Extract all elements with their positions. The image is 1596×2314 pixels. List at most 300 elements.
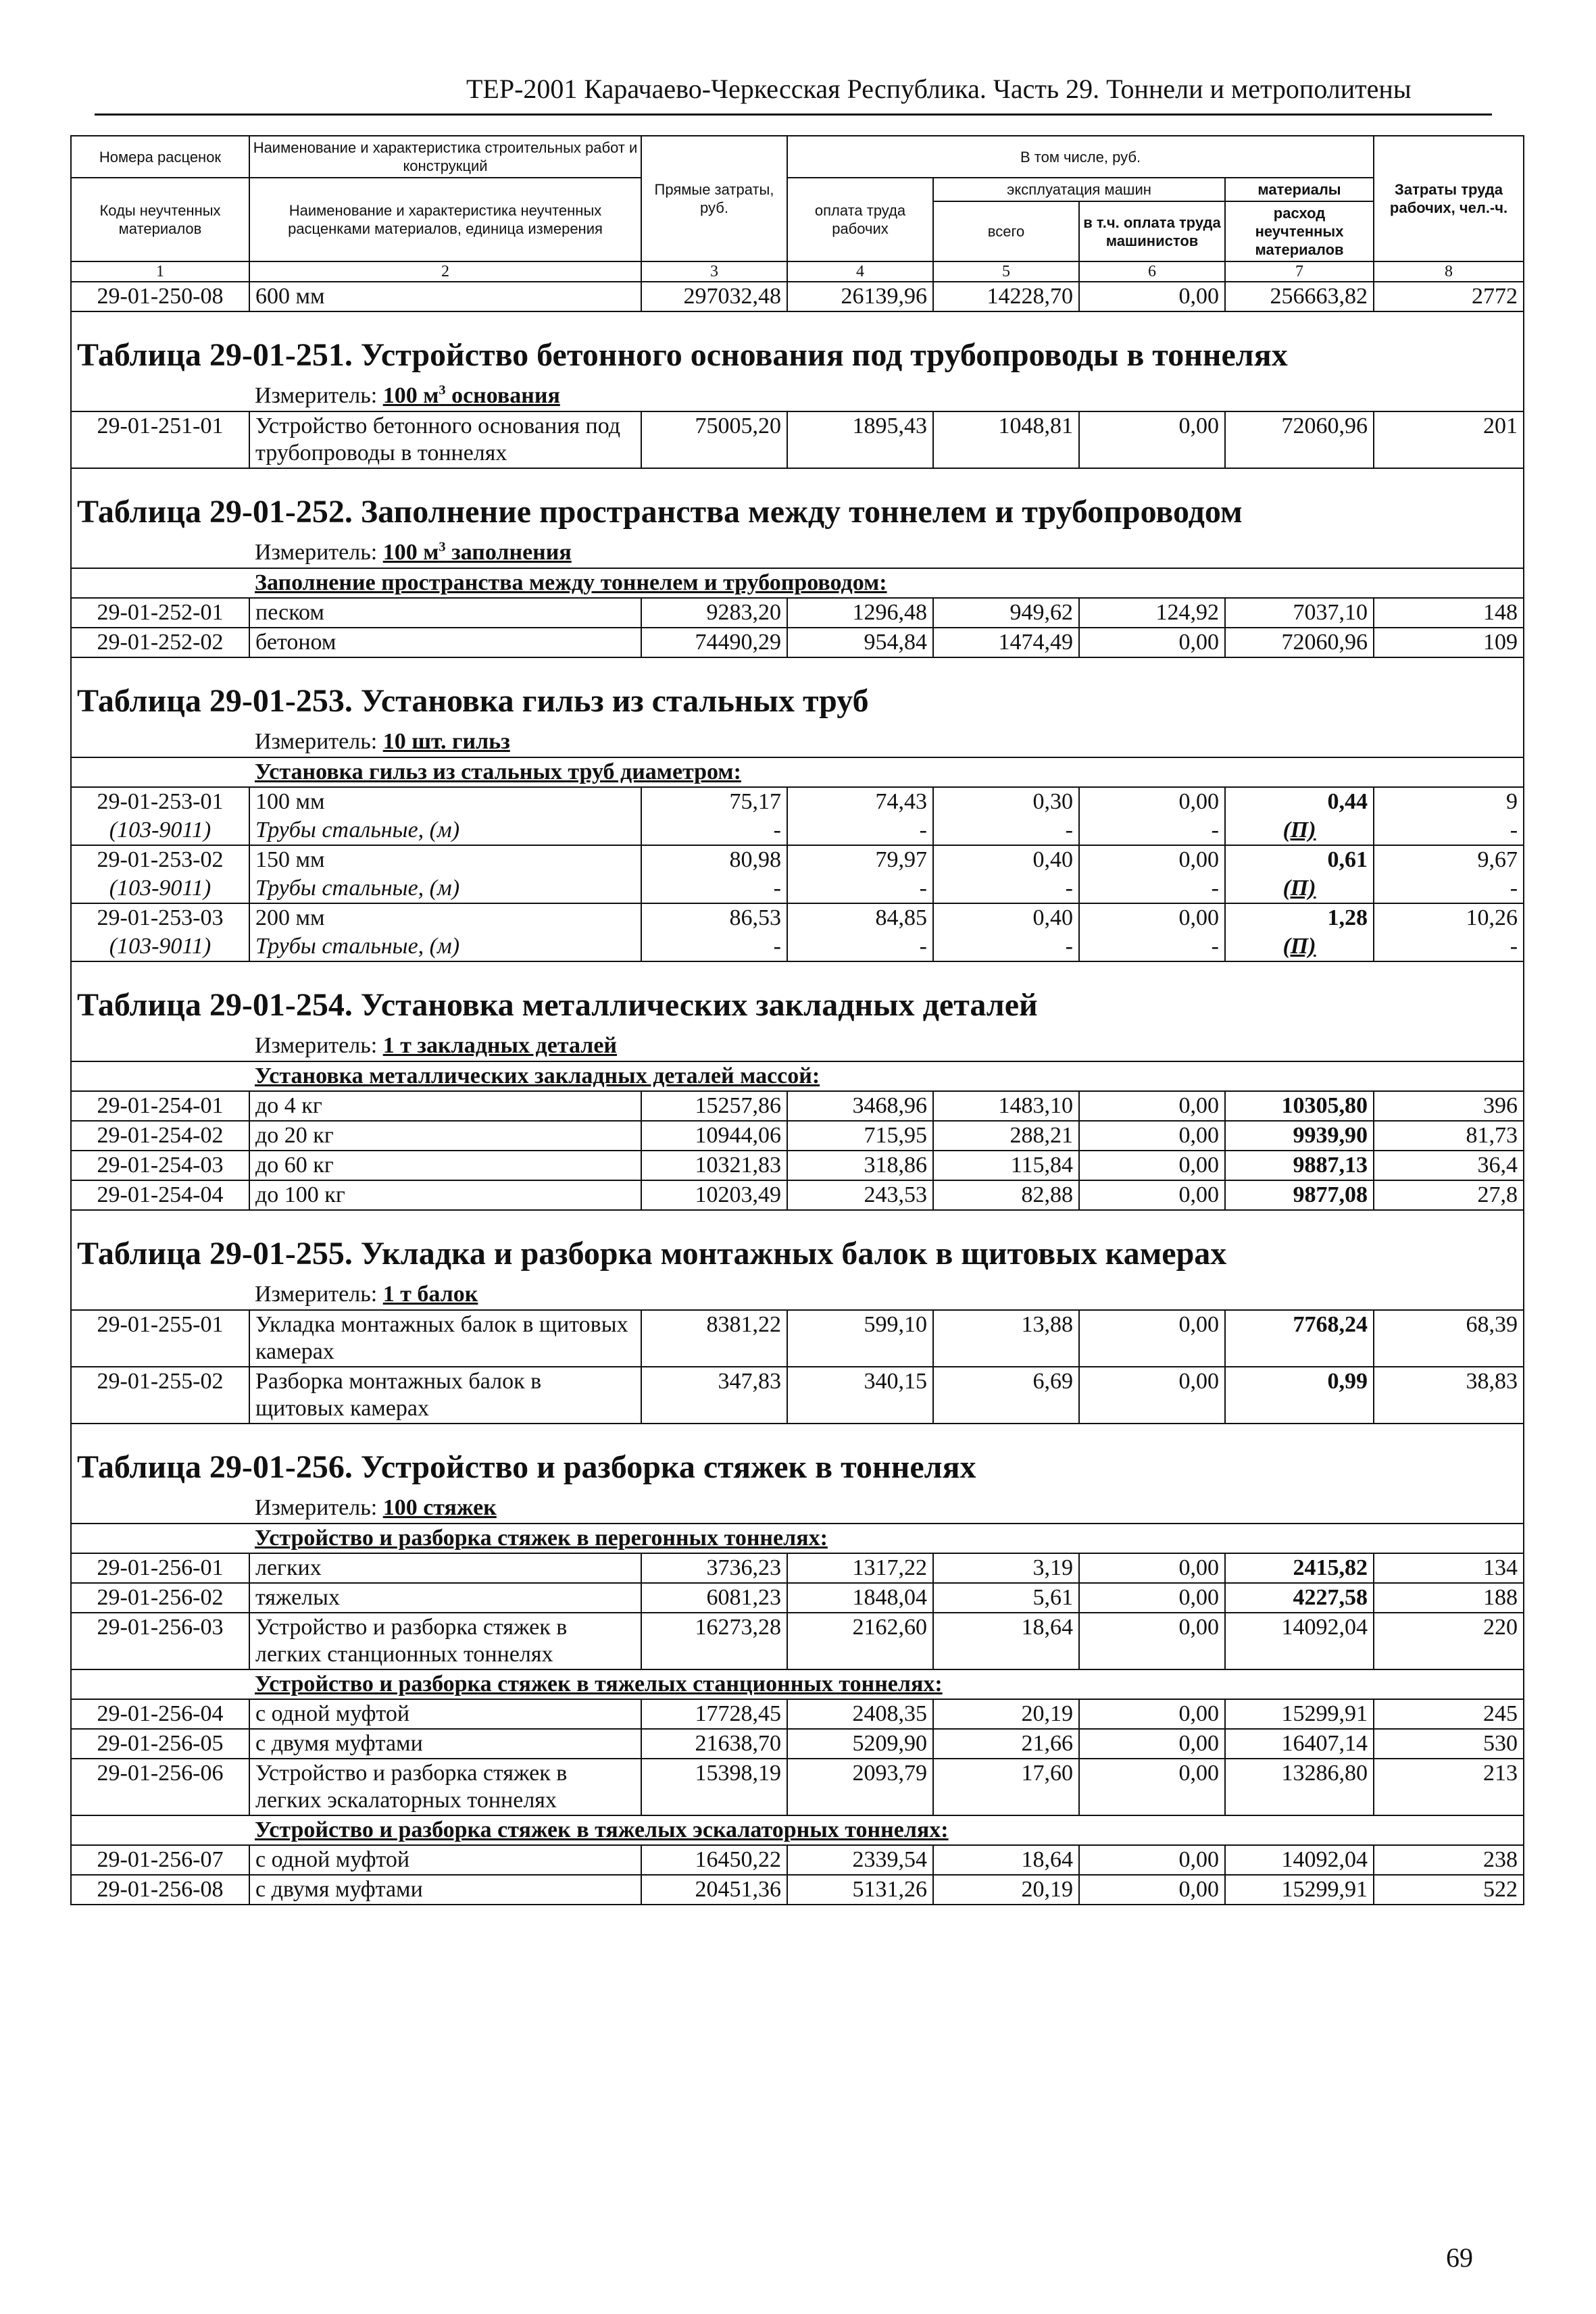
- rate-c8: 27,8: [1374, 1180, 1524, 1210]
- head-incl: В том числе, руб.: [787, 136, 1374, 178]
- rate-c3: 80,98: [641, 845, 787, 874]
- col-number: 5: [933, 261, 1079, 282]
- col-number: 3: [641, 261, 787, 282]
- rate-c7: 16407,14: [1225, 1729, 1374, 1759]
- rate-c3: 15398,19: [641, 1759, 787, 1815]
- material-dash: -: [1374, 816, 1524, 845]
- rate-c4: 340,15: [787, 1367, 933, 1424]
- rate-name: 100 мм: [249, 787, 641, 816]
- rate-code: 29-01-250-08: [71, 282, 249, 311]
- rate-c3: 86,53: [641, 903, 787, 932]
- rate-c5: 1474,49: [933, 628, 1079, 657]
- rate-c6: 0,00: [1079, 845, 1225, 874]
- rate-c4: 1895,43: [787, 411, 933, 468]
- rate-c4: 1848,04: [787, 1583, 933, 1613]
- rate-name: до 4 кг: [249, 1091, 641, 1121]
- group-heading-row: [71, 1061, 1524, 1091]
- rate-c5: 17,60: [933, 1759, 1079, 1815]
- price-table: [70, 135, 1524, 1905]
- group-heading-row: [71, 1524, 1524, 1553]
- head-col5: всего: [933, 201, 1079, 261]
- measure-spacer: [71, 1030, 249, 1061]
- rate-row: [71, 1875, 1524, 1905]
- rate-c5: 82,88: [933, 1180, 1079, 1210]
- rate-name: Разборка монтажных балок в щитовых камерах: [249, 1367, 641, 1424]
- rate-c5: 115,84: [933, 1151, 1079, 1180]
- material-code: (103-9011): [71, 932, 249, 961]
- measure-spacer: [71, 536, 249, 568]
- rate-code: 29-01-253-02: [71, 845, 249, 874]
- head-col3: Прямые затраты, руб.: [641, 136, 787, 261]
- rate-row: [71, 1151, 1524, 1180]
- rate-c7: 1,28: [1225, 903, 1374, 932]
- rate-row: [71, 628, 1524, 657]
- table-title: Таблица 29-01-252. Заполнение пространства между тоннелем и трубопроводом: [71, 468, 1524, 536]
- rate-c4: 715,95: [787, 1121, 933, 1151]
- measure-row: [71, 1278, 1524, 1310]
- rate-code: 29-01-253-03: [71, 903, 249, 932]
- rate-row: [71, 787, 1524, 816]
- material-dash: -: [933, 816, 1079, 845]
- measure-superscript: 3: [439, 539, 446, 555]
- rate-c5: 18,64: [933, 1613, 1079, 1669]
- rate-c5: 949,62: [933, 598, 1079, 628]
- measure-value-main: 1 т балок: [382, 1282, 478, 1307]
- rate-c7: 72060,96: [1225, 628, 1374, 657]
- rate-c3: 15257,86: [641, 1091, 787, 1121]
- head-col1-bottom: Коды неучтенных материалов: [71, 178, 249, 261]
- measure-value: [383, 383, 560, 408]
- rate-code: 29-01-254-04: [71, 1180, 249, 1210]
- material-dash: -: [1374, 874, 1524, 903]
- rate-code: 29-01-252-01: [71, 598, 249, 628]
- rate-c3: 16273,28: [641, 1613, 787, 1669]
- rate-c3: 347,83: [641, 1367, 787, 1424]
- rate-name: легких: [249, 1553, 641, 1583]
- table-title: Таблица 29-01-255. Укладка и разборка монтажных балок в щитовых камерах: [71, 1210, 1524, 1278]
- rate-c8: 220: [1374, 1613, 1524, 1669]
- rate-name: с одной муфтой: [249, 1699, 641, 1729]
- group-heading: [249, 568, 1524, 598]
- material-dash: -: [1079, 816, 1225, 845]
- rate-c3: 75005,20: [641, 411, 787, 468]
- measure-value: [383, 1495, 497, 1520]
- rate-code: 29-01-254-01: [71, 1091, 249, 1121]
- rate-c3: 6081,23: [641, 1583, 787, 1613]
- head-machines: эксплуатация машин: [933, 178, 1225, 201]
- material-consumption: (П): [1225, 932, 1374, 961]
- rate-row: [71, 845, 1524, 874]
- measure-spacer: [71, 1492, 249, 1524]
- material-code: (103-9011): [71, 874, 249, 903]
- rate-c3: 3736,23: [641, 1553, 787, 1583]
- rate-c3: 17728,45: [641, 1699, 787, 1729]
- rate-c6: 0,00: [1079, 1699, 1225, 1729]
- rate-c7: 4227,58: [1225, 1583, 1374, 1613]
- rate-c3: 21638,70: [641, 1729, 787, 1759]
- group-heading: [249, 757, 1524, 787]
- rate-c5: 3,19: [933, 1553, 1079, 1583]
- rate-row: [71, 1583, 1524, 1613]
- rate-code: 29-01-256-07: [71, 1845, 249, 1875]
- rate-c4: 318,86: [787, 1151, 933, 1180]
- rate-c5: 0,40: [933, 903, 1079, 932]
- rate-c8: 9,67: [1374, 845, 1524, 874]
- head-col7: расход неучтенных материалов: [1225, 201, 1374, 261]
- material-dash: -: [787, 932, 933, 961]
- material-dash: -: [641, 932, 787, 961]
- table-title-row: [71, 657, 1524, 726]
- rate-c8: 134: [1374, 1553, 1524, 1583]
- measure-value-main: 1 т закладных деталей: [382, 1033, 618, 1058]
- material-dash: -: [1079, 874, 1225, 903]
- measure-label: Измеритель:: [255, 1495, 378, 1520]
- rate-c5: 5,61: [933, 1583, 1079, 1613]
- rate-code: 29-01-256-04: [71, 1699, 249, 1729]
- rate-c6: 0,00: [1079, 411, 1225, 468]
- measure-unit: [249, 1030, 1524, 1061]
- group-heading-text: Установка металлических закладных деталей массой:: [255, 1063, 820, 1088]
- rate-c8: 2772: [1374, 282, 1524, 311]
- rate-c6: 0,00: [1079, 787, 1225, 816]
- head-col2-top: Наименование и характеристика строительных работ и конструкций: [249, 136, 641, 178]
- group-spacer: [71, 1815, 249, 1845]
- rate-c5: 1048,81: [933, 411, 1079, 468]
- table-title: Таблица 29-01-253. Установка гильз из стальных труб: [71, 657, 1524, 726]
- rate-c7: 7037,10: [1225, 598, 1374, 628]
- rate-code: 29-01-256-06: [71, 1759, 249, 1815]
- rate-c7: 15299,91: [1225, 1875, 1374, 1905]
- rate-c8: 530: [1374, 1729, 1524, 1759]
- head-materials: материалы: [1225, 178, 1374, 201]
- rate-c4: 2093,79: [787, 1759, 933, 1815]
- rate-name: до 60 кг: [249, 1151, 641, 1180]
- rate-c4: 599,10: [787, 1310, 933, 1367]
- rate-name: бетоном: [249, 628, 641, 657]
- group-spacer: [71, 1061, 249, 1091]
- measure-unit: [249, 1492, 1524, 1524]
- group-spacer: [71, 757, 249, 787]
- measure-value-rest: основания: [445, 383, 560, 408]
- rate-name: Устройство и разборка стяжек в легких эскалаторных тоннелях: [249, 1759, 641, 1815]
- rate-name: Укладка монтажных балок в щитовых камерах: [249, 1310, 641, 1367]
- group-heading: [249, 1815, 1524, 1845]
- rate-c8: 38,83: [1374, 1367, 1524, 1424]
- rate-c5: 13,88: [933, 1310, 1079, 1367]
- measure-value: [383, 729, 510, 754]
- rate-row: [71, 1729, 1524, 1759]
- rate-c6: 0,00: [1079, 1875, 1225, 1905]
- rate-c7: 9887,13: [1225, 1151, 1374, 1180]
- group-spacer: [71, 568, 249, 598]
- rate-name: до 100 кг: [249, 1180, 641, 1210]
- group-heading-text: Установка гильз из стальных труб диаметром:: [255, 759, 741, 784]
- rate-name: с одной муфтой: [249, 1845, 641, 1875]
- group-heading-text: Устройство и разборка стяжек в перегонных тоннелях:: [255, 1526, 828, 1551]
- rate-c6: 0,00: [1079, 1613, 1225, 1669]
- head-col8: Затраты труда рабочих, чел.-ч.: [1374, 136, 1524, 261]
- rate-c5: 0,40: [933, 845, 1079, 874]
- measure-unit: [249, 380, 1524, 411]
- rate-code: 29-01-256-03: [71, 1613, 249, 1669]
- rate-row: [71, 1759, 1524, 1815]
- rate-c6: 0,00: [1079, 1583, 1225, 1613]
- measure-value-main: 100 стяжек: [382, 1495, 497, 1520]
- measure-label: Измеритель:: [255, 540, 378, 565]
- group-spacer: [71, 1524, 249, 1553]
- rate-code: 29-01-252-02: [71, 628, 249, 657]
- rate-c5: 18,64: [933, 1845, 1079, 1875]
- rate-c6: 0,00: [1079, 1310, 1225, 1367]
- rate-code: 29-01-253-01: [71, 787, 249, 816]
- rate-name: Устройство и разборка стяжек в легких станционных тоннелях: [249, 1613, 641, 1669]
- group-heading-text: Устройство и разборка стяжек в тяжелых эскалаторных тоннелях:: [255, 1817, 949, 1842]
- rate-row: [71, 1180, 1524, 1210]
- rate-c7: 14092,04: [1225, 1845, 1374, 1875]
- group-heading-row: [71, 757, 1524, 787]
- measure-superscript: 3: [439, 382, 446, 398]
- rate-c3: 8381,22: [641, 1310, 787, 1367]
- group-heading-text: Заполнение пространства между тоннелем и трубопроводом:: [255, 570, 887, 595]
- rate-code: 29-01-256-08: [71, 1875, 249, 1905]
- rate-code: 29-01-255-01: [71, 1310, 249, 1367]
- rate-row: [71, 282, 1524, 311]
- head-col1-top: Номера расценок: [71, 136, 249, 178]
- rate-c6: 0,00: [1079, 1151, 1225, 1180]
- rate-c6: 0,00: [1079, 1180, 1225, 1210]
- head-col2-bottom: Наименование и характеристика неучтенных расценками материалов, единица измерения: [249, 178, 641, 261]
- rate-c7: 0,44: [1225, 787, 1374, 816]
- measure-unit: [249, 536, 1524, 568]
- rate-name: с двумя муфтами: [249, 1875, 641, 1905]
- group-heading-row: [71, 568, 1524, 598]
- rate-c8: 81,73: [1374, 1121, 1524, 1151]
- rate-c4: 2408,35: [787, 1699, 933, 1729]
- measure-label: Измеритель:: [255, 383, 378, 408]
- measure-value: [383, 540, 572, 565]
- rate-row: [71, 1367, 1524, 1424]
- measure-spacer: [71, 726, 249, 757]
- rate-c7: 0,61: [1225, 845, 1374, 874]
- material-name: Трубы стальные, (м): [249, 874, 641, 903]
- col-number: 6: [1079, 261, 1225, 282]
- material-dash: -: [787, 874, 933, 903]
- material-name: Трубы стальные, (м): [249, 932, 641, 961]
- rate-c6: 0,00: [1079, 1845, 1225, 1875]
- rate-name: 150 мм: [249, 845, 641, 874]
- rate-c8: 201: [1374, 411, 1524, 468]
- measure-row: [71, 380, 1524, 411]
- measure-value: [383, 1033, 617, 1058]
- rate-c7: 9939,90: [1225, 1121, 1374, 1151]
- material-consumption: (П): [1225, 874, 1374, 903]
- rate-name: до 20 кг: [249, 1121, 641, 1151]
- rate-c8: 148: [1374, 598, 1524, 628]
- measure-spacer: [71, 380, 249, 411]
- group-heading-text: Устройство и разборка стяжек в тяжелых станционных тоннелях:: [255, 1671, 943, 1696]
- rate-row: [71, 1310, 1524, 1367]
- rate-c7: 72060,96: [1225, 411, 1374, 468]
- rate-code: 29-01-256-05: [71, 1729, 249, 1759]
- rate-c3: 10944,06: [641, 1121, 787, 1151]
- measure-row: [71, 536, 1524, 568]
- rate-c3: 9283,20: [641, 598, 787, 628]
- measure-value-main: 10 шт. гильз: [382, 729, 510, 754]
- running-title: ТЕР-2001 Карачаево-Черкесская Республика. Часть 29. Тоннели и метрополитены: [466, 74, 1412, 104]
- rate-code: 29-01-254-02: [71, 1121, 249, 1151]
- rate-c7: 13286,80: [1225, 1759, 1374, 1815]
- rate-c3: 10203,49: [641, 1180, 787, 1210]
- rate-c8: 522: [1374, 1875, 1524, 1905]
- rate-c7: 7768,24: [1225, 1310, 1374, 1367]
- rate-c4: 26139,96: [787, 282, 933, 311]
- rate-name: 200 мм: [249, 903, 641, 932]
- rate-c8: 245: [1374, 1699, 1524, 1729]
- rate-c4: 3468,96: [787, 1091, 933, 1121]
- rate-c3: 74490,29: [641, 628, 787, 657]
- measure-label: Измеритель:: [255, 1282, 378, 1307]
- table-title-row: [71, 1424, 1524, 1492]
- rate-c3: 20451,36: [641, 1875, 787, 1905]
- rate-c7: 2415,82: [1225, 1553, 1374, 1583]
- group-heading-row: [71, 1815, 1524, 1845]
- head-col6: в т.ч. оплата труда машинистов: [1079, 201, 1225, 261]
- measure-unit: [249, 1278, 1524, 1310]
- rate-c5: 288,21: [933, 1121, 1079, 1151]
- measure-value: [383, 1282, 478, 1307]
- rate-c4: 5209,90: [787, 1729, 933, 1759]
- measure-spacer: [71, 1278, 249, 1310]
- col-number: 7: [1225, 261, 1374, 282]
- col-number: 1: [71, 261, 249, 282]
- rate-c5: 14228,70: [933, 282, 1079, 311]
- rate-c7: 256663,82: [1225, 282, 1374, 311]
- col-number: 4: [787, 261, 933, 282]
- rate-c4: 243,53: [787, 1180, 933, 1210]
- unaccounted-material-row: [71, 816, 1524, 845]
- rate-name: с двумя муфтами: [249, 1729, 641, 1759]
- page-number: 69: [1446, 2242, 1473, 2273]
- rate-c5: 20,19: [933, 1875, 1079, 1905]
- rate-code: 29-01-255-02: [71, 1367, 249, 1424]
- rate-c8: 68,39: [1374, 1310, 1524, 1367]
- col-number: 2: [249, 261, 641, 282]
- group-heading: [249, 1524, 1524, 1553]
- unaccounted-material-row: [71, 874, 1524, 903]
- material-dash: -: [1374, 932, 1524, 961]
- measure-value-main: 100 м: [382, 540, 439, 565]
- rate-c7: 15299,91: [1225, 1699, 1374, 1729]
- rate-c8: 213: [1374, 1759, 1524, 1815]
- measure-unit: [249, 726, 1524, 757]
- rate-c6: 0,00: [1079, 628, 1225, 657]
- price-table-sheet: [70, 135, 1523, 1905]
- rate-c6: 0,00: [1079, 282, 1225, 311]
- rate-row: [71, 1699, 1524, 1729]
- material-dash: -: [641, 874, 787, 903]
- rate-c7: 0,99: [1225, 1367, 1374, 1424]
- unaccounted-material-row: [71, 932, 1524, 961]
- header-rule: [95, 114, 1492, 116]
- rate-c4: 74,43: [787, 787, 933, 816]
- table-title: Таблица 29-01-254. Установка металлических закладных деталей: [71, 961, 1524, 1030]
- rate-c7: 14092,04: [1225, 1613, 1374, 1669]
- table-title-row: [71, 1210, 1524, 1278]
- rate-name: 600 мм: [249, 282, 641, 311]
- table-title: Таблица 29-01-251. Устройство бетонного основания под трубопроводы в тоннелях: [71, 311, 1524, 380]
- group-heading-row: [71, 1669, 1524, 1699]
- table-title: Таблица 29-01-256. Устройство и разборка стяжек в тоннелях: [71, 1424, 1524, 1492]
- rate-c8: 10,26: [1374, 903, 1524, 932]
- rate-c4: 2162,60: [787, 1613, 933, 1669]
- group-heading: [249, 1061, 1524, 1091]
- rate-c4: 954,84: [787, 628, 933, 657]
- rate-name: тяжелых: [249, 1583, 641, 1613]
- rate-c5: 6,69: [933, 1367, 1079, 1424]
- rate-code: 29-01-251-01: [71, 411, 249, 468]
- rate-c4: 84,85: [787, 903, 933, 932]
- rate-c8: 396: [1374, 1091, 1524, 1121]
- rate-c6: 0,00: [1079, 1121, 1225, 1151]
- rate-c3: 10321,83: [641, 1151, 787, 1180]
- measure-value-rest: заполнения: [445, 540, 572, 565]
- rate-code: 29-01-254-03: [71, 1151, 249, 1180]
- rate-c6: 124,92: [1079, 598, 1225, 628]
- rate-c3: 297032,48: [641, 282, 787, 311]
- rate-name: песком: [249, 598, 641, 628]
- material-consumption: (П): [1225, 816, 1374, 845]
- rate-c6: 0,00: [1079, 1091, 1225, 1121]
- group-spacer: [71, 1669, 249, 1699]
- rate-c4: 79,97: [787, 845, 933, 874]
- measure-row: [71, 1030, 1524, 1061]
- measure-row: [71, 1492, 1524, 1524]
- rate-c3: 75,17: [641, 787, 787, 816]
- rate-row: [71, 598, 1524, 628]
- rate-c6: 0,00: [1079, 1553, 1225, 1583]
- rate-c3: 16450,22: [641, 1845, 787, 1875]
- material-dash: -: [933, 874, 1079, 903]
- col-number: 8: [1374, 261, 1524, 282]
- rate-c5: 21,66: [933, 1729, 1079, 1759]
- measure-label: Измеритель:: [255, 1033, 378, 1058]
- table-title-row: [71, 311, 1524, 380]
- rate-c4: 1317,22: [787, 1553, 933, 1583]
- rate-c6: 0,00: [1079, 903, 1225, 932]
- rate-row: [71, 1613, 1524, 1669]
- rate-c5: 0,30: [933, 787, 1079, 816]
- rate-row: [71, 1091, 1524, 1121]
- group-heading: [249, 1669, 1524, 1699]
- rate-c5: 1483,10: [933, 1091, 1079, 1121]
- rate-c6: 0,00: [1079, 1367, 1225, 1424]
- rate-row: [71, 903, 1524, 932]
- rate-c8: 9: [1374, 787, 1524, 816]
- rate-c8: 36,4: [1374, 1151, 1524, 1180]
- rate-c4: 1296,48: [787, 598, 933, 628]
- rate-row: [71, 1121, 1524, 1151]
- rate-c6: 0,00: [1079, 1759, 1225, 1815]
- measure-value-main: 100 м: [382, 383, 439, 408]
- table-title-row: [71, 961, 1524, 1030]
- rate-c6: 0,00: [1079, 1729, 1225, 1759]
- table-title-row: [71, 468, 1524, 536]
- rate-code: 29-01-256-01: [71, 1553, 249, 1583]
- material-dash: -: [641, 816, 787, 845]
- material-name: Трубы стальные, (м): [249, 816, 641, 845]
- material-dash: -: [1079, 932, 1225, 961]
- rate-c7: 10305,80: [1225, 1091, 1374, 1121]
